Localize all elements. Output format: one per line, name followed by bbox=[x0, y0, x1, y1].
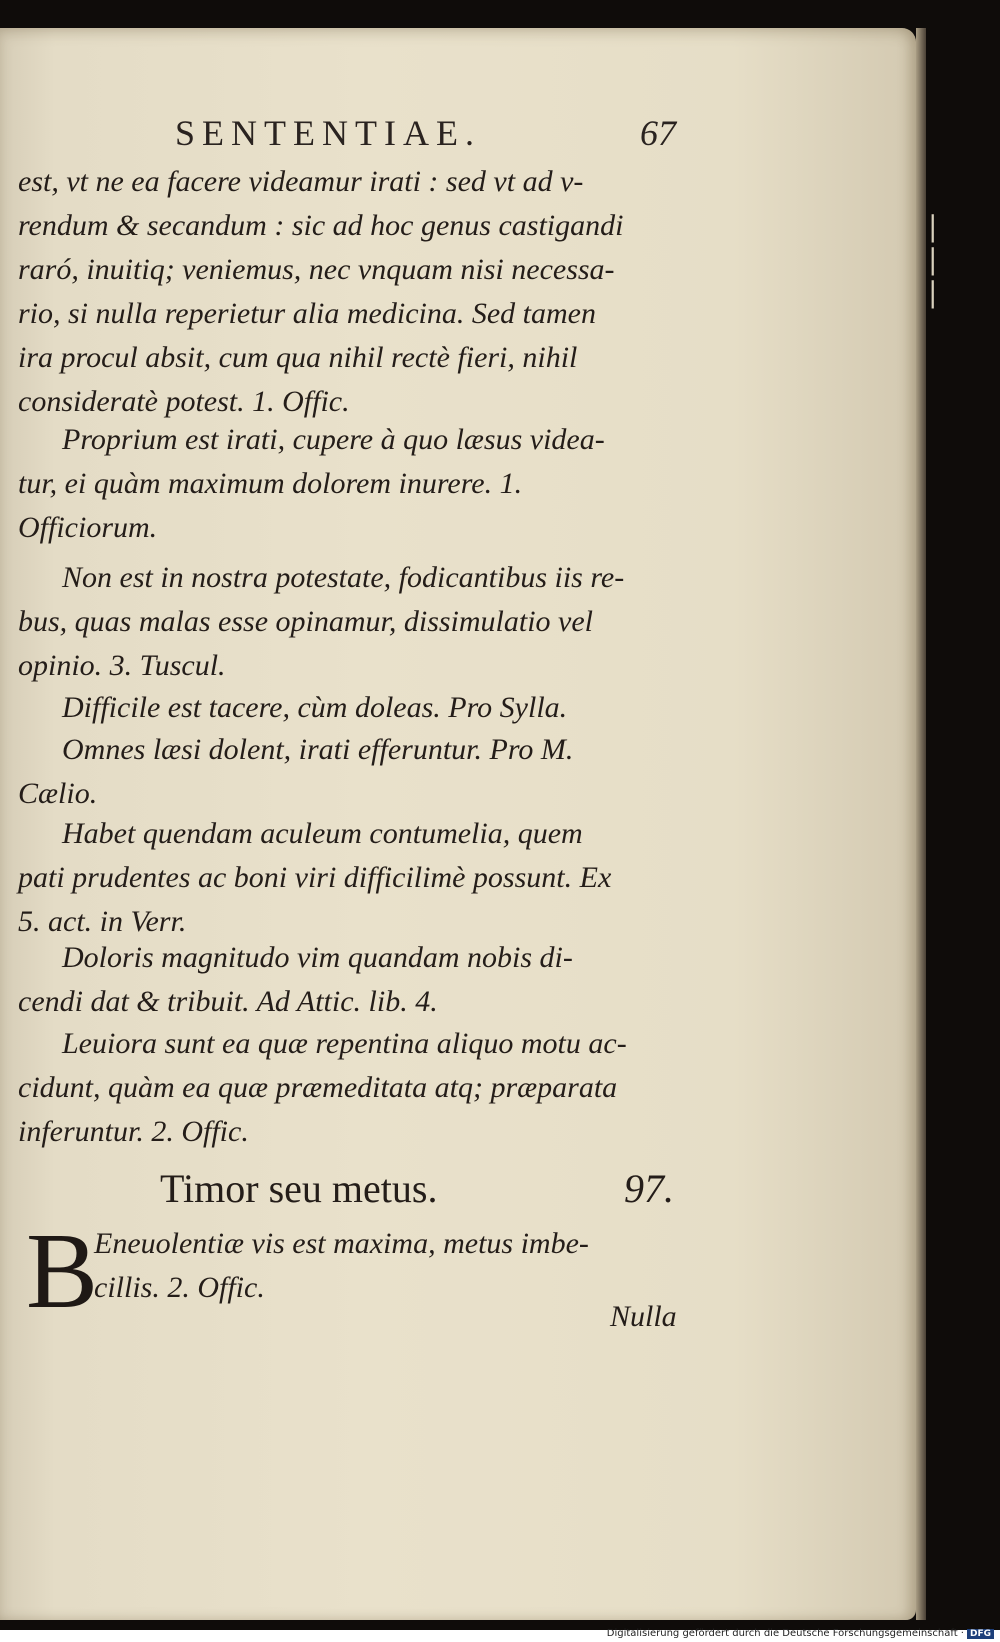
paragraph bbox=[18, 686, 698, 730]
text-line: Cælio. bbox=[18, 777, 98, 810]
page-edge bbox=[916, 28, 926, 1620]
text-line: cillis. 2. Offic. bbox=[94, 1271, 265, 1304]
section-number: 97. bbox=[624, 1166, 674, 1211]
drop-cap-paragraph bbox=[94, 1222, 694, 1310]
text-line: Doloris magnitudo vim quandam nobis di- bbox=[62, 941, 573, 974]
dfg-logo: DFG bbox=[967, 1629, 994, 1639]
footer-credit-text: Digitalisierung gefördert durch die Deutsche Forschungsgemeinschaft · bbox=[606, 1628, 964, 1639]
text-line: Non est in nostra potestate, fodicantibus iis re- bbox=[62, 561, 625, 594]
paragraph bbox=[18, 418, 698, 550]
text-line: Proprium est irati, cupere à quo læsus videa- bbox=[62, 423, 605, 456]
text-line: est, vt ne ea facere videamur irati : sed vt ad v- bbox=[18, 165, 584, 198]
paragraph bbox=[18, 728, 698, 816]
section-heading: Timor seu metus. bbox=[160, 1166, 438, 1211]
drop-cap: B bbox=[26, 1212, 99, 1331]
text-line: Eneuolentiæ vis est maxima, metus imbe- bbox=[94, 1227, 589, 1260]
paragraph bbox=[18, 812, 698, 944]
text-line: cidunt, quàm ea quæ præmeditata atq; præparata bbox=[18, 1071, 618, 1104]
text-line: bus, quas malas esse opinamur, dissimulatio vel bbox=[18, 605, 594, 638]
text-line: Officiorum. bbox=[18, 511, 158, 544]
text-line: cendi dat & tribuit. Ad Attic. lib. 4. bbox=[18, 985, 438, 1018]
text-line: rendum & secandum : sic ad hoc genus castigandi bbox=[18, 209, 624, 242]
paragraph bbox=[18, 936, 698, 1024]
text-line: pati prudentes ac boni viri difficilimè possunt. Ex bbox=[18, 861, 612, 894]
paragraph bbox=[18, 1022, 698, 1154]
text-line: rio, si nulla reperietur alia medicina. Sed tamen bbox=[18, 297, 596, 330]
thumb-tab-marks: | | | bbox=[928, 210, 958, 309]
paragraph bbox=[18, 556, 698, 688]
text-line: Difficile est tacere, cùm doleas. Pro Sylla. bbox=[62, 691, 568, 724]
text-line: Omnes læsi dolent, irati efferuntur. Pro M. bbox=[62, 733, 574, 766]
text-line: consideratè potest. 1. Offic. bbox=[18, 385, 350, 418]
page-number: 67 bbox=[640, 113, 676, 153]
text-line: ira procul absit, cum qua nihil rectè fieri, nihil bbox=[18, 341, 578, 374]
text-line: inferuntur. 2. Offic. bbox=[18, 1115, 249, 1148]
text-line: raró, inuitiq; veniemus, nec vnquam nisi necessa- bbox=[18, 253, 615, 286]
text-line: 5. act. in Verr. bbox=[18, 905, 187, 938]
paragraph bbox=[18, 160, 698, 424]
catchword: Nulla bbox=[610, 1300, 677, 1333]
running-head: SENTENTIAE. bbox=[175, 113, 481, 153]
text-line: opinio. 3. Tuscul. bbox=[18, 649, 226, 682]
footer-credit bbox=[607, 1628, 994, 1639]
text-line: Leuiora sunt ea quæ repentina aliquo motu ac- bbox=[62, 1027, 627, 1060]
text-line: tur, ei quàm maximum dolorem inurere. 1. bbox=[18, 467, 523, 500]
text-line: Habet quendam aculeum contumelia, quem bbox=[62, 817, 583, 850]
